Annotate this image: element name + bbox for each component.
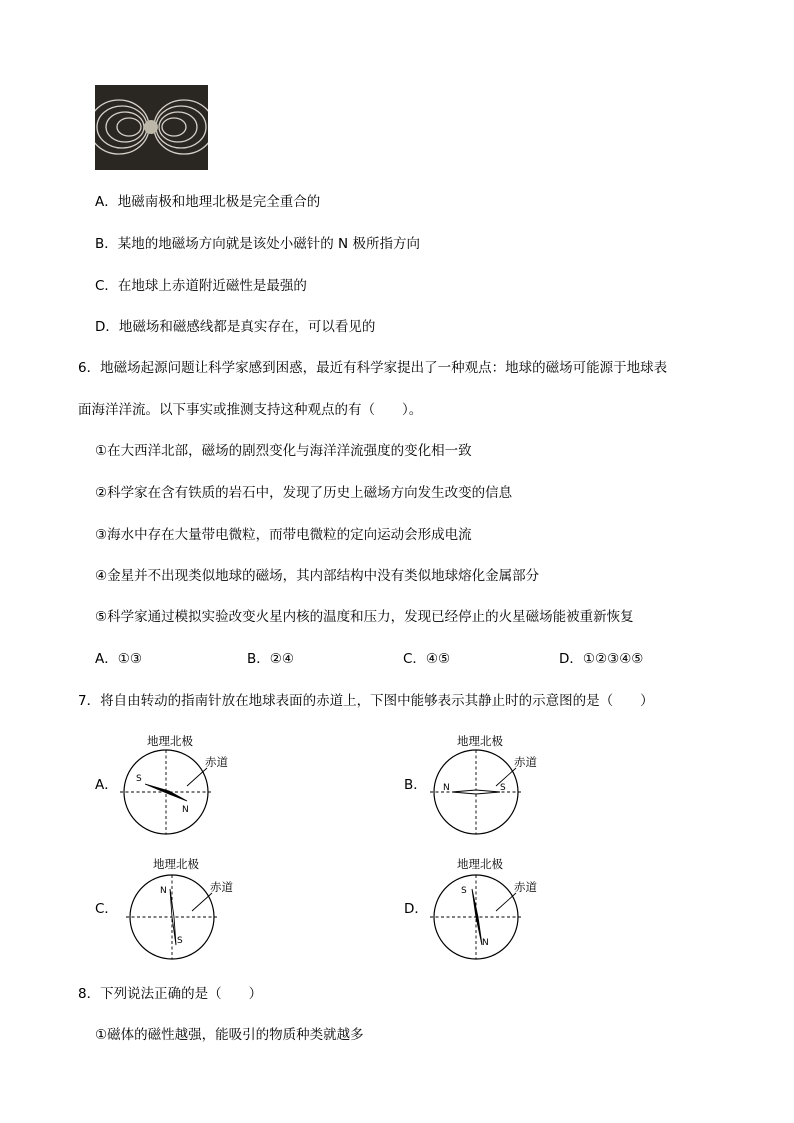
equator-label: 赤道 — [210, 880, 233, 894]
equator-label: 赤道 — [205, 755, 228, 769]
s-pole-label: S — [500, 783, 506, 793]
q6-statement-1: ①在大西洋北部，磁场的剧烈变化与海洋洋流强度的变化相一致 — [95, 443, 472, 459]
equator-label: 赤道 — [514, 755, 537, 769]
n-pole-label: N — [482, 938, 489, 948]
north-pole-label: 地理北极 — [147, 734, 193, 748]
n-pole-label: N — [182, 805, 189, 815]
s-pole-label: S — [177, 936, 183, 946]
q7-label-c: C． — [95, 901, 118, 917]
q7-stem: 7．将自由转动的指南针放在地球表面的赤道上，下图中能够表示其静止时的示意图的是（ ） — [78, 693, 654, 709]
q7-label-b: B． — [404, 777, 427, 793]
q6-choice-c: C．④⑤ — [403, 651, 451, 667]
compass-diagram-b — [424, 730, 554, 840]
q6-choices — [95, 650, 695, 668]
q6-choice-d: D．①②③④⑤ — [559, 651, 644, 667]
magnetic-field-photo — [95, 85, 208, 170]
north-pole-label: 地理北极 — [457, 857, 503, 871]
s-pole-label: S — [136, 774, 142, 784]
q6-statement-4: ④金星并不出现类似地球的磁场，其内部结构中没有类似地球熔化金属部分 — [95, 568, 540, 584]
q6-choice-b: B．②④ — [247, 651, 294, 667]
q7-label-a: A． — [95, 777, 118, 793]
q8-statement-1: ①磁体的磁性越强，能吸引的物质种类就越多 — [95, 1027, 364, 1043]
q5-option-a: A．地磁南极和地理北极是完全重合的 — [95, 194, 321, 210]
q8-stem: 8．下列说法正确的是（ ） — [78, 986, 263, 1002]
q5-option-d: D．地磁场和磁感线都是真实存在，可以看见的 — [95, 319, 376, 335]
q6-statement-3: ③海水中存在大量带电微粒，而带电微粒的定向运动会形成电流 — [95, 527, 472, 543]
n-pole-label: N — [160, 886, 167, 896]
q6-statement-2: ②科学家在含有铁质的岩石中，发现了历史上磁场方向发生改变的信息 — [95, 485, 513, 501]
compass-diagram-a — [115, 730, 245, 840]
n-pole-label: N — [443, 783, 450, 793]
equator-label: 赤道 — [514, 880, 537, 894]
compass-diagram-c — [120, 853, 250, 965]
q5-option-c: C．在地球上赤道附近磁性是最强的 — [95, 278, 307, 294]
q6-stem-line2: 面海洋洋流。以下事实或推测支持这种观点的有（ ）。 — [78, 402, 423, 418]
q6-choice-a: A．①③ — [95, 651, 142, 667]
q7-label-d: D． — [404, 901, 428, 917]
north-pole-label: 地理北极 — [153, 857, 199, 871]
compass-diagram-d — [424, 853, 554, 965]
q5-option-b: B．某地的地磁场方向就是该处小磁针的 N 极所指方向 — [95, 236, 420, 252]
north-pole-label: 地理北极 — [457, 734, 503, 748]
q6-statement-5: ⑤科学家通过模拟实验改变火星内核的温度和压力，发现已经停止的火星磁场能被重新恢复 — [95, 609, 634, 625]
s-pole-label: S — [461, 886, 467, 896]
q6-stem-line1: 6．地磁场起源问题让科学家感到困惑，最近有科学家提出了一种观点：地球的磁场可能源于地球表 — [78, 360, 668, 376]
